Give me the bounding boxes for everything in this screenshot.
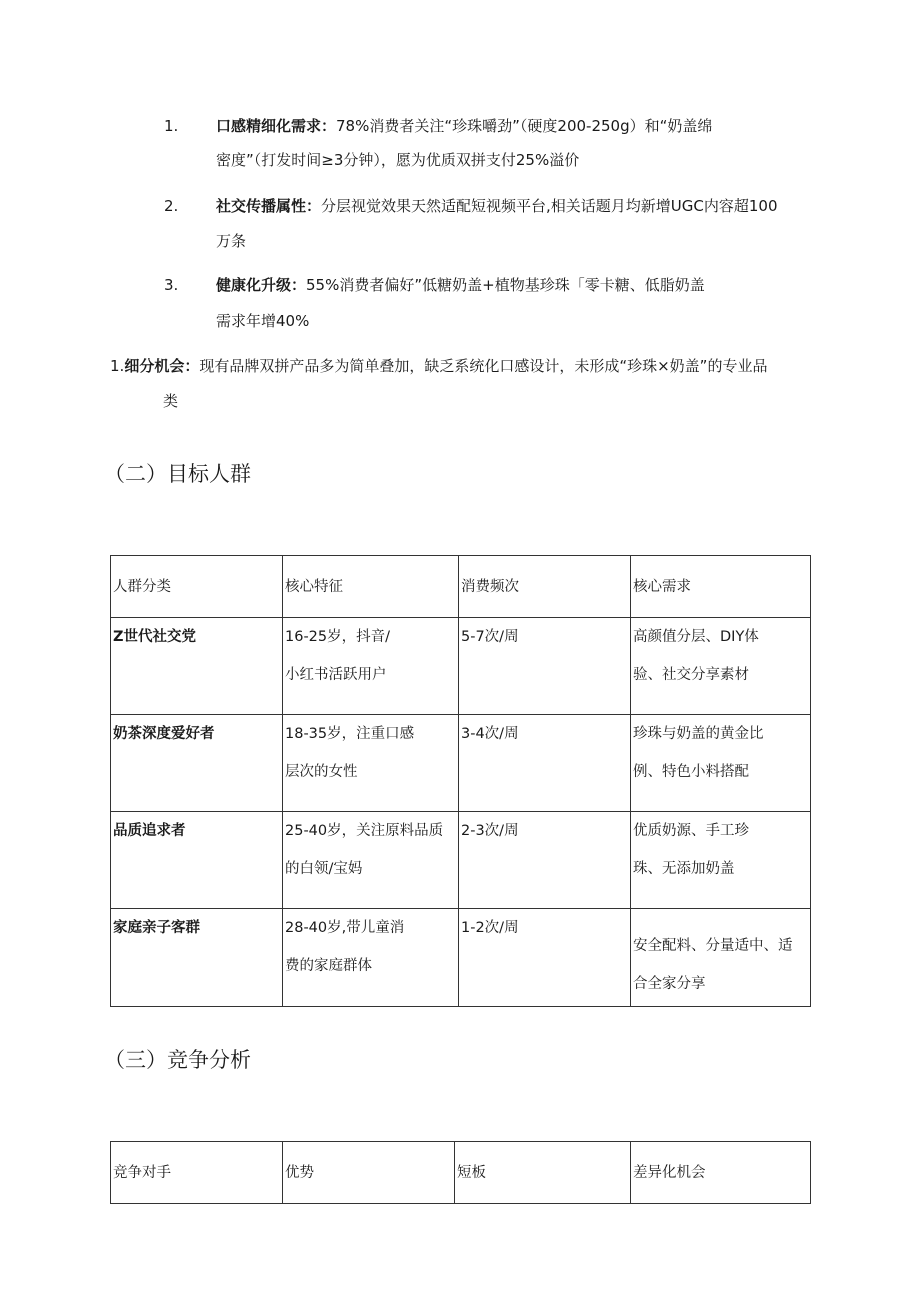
table-row: [111, 909, 811, 1007]
frequency-cell: 5-7次/周: [459, 618, 631, 715]
competition-table: [110, 1141, 811, 1204]
list-item-continuation: 密度”（打发时间≥3分钟），愿为优质双拼支付25%溢价: [216, 151, 580, 169]
group-cell: 家庭亲子客群: [111, 909, 283, 1007]
opportunity-label: 细分机会：: [124, 357, 200, 375]
target-audience-table: [110, 555, 811, 1007]
group-cell: Z世代社交党: [111, 618, 283, 715]
need-cell: 安全配料、分量适中、适 合全家分享: [631, 909, 811, 1007]
frequency-cell: 3-4次/周: [459, 715, 631, 812]
column-header: 短板: [455, 1142, 631, 1204]
column-header: 竞争对手: [111, 1142, 283, 1204]
list-item-label: 社交传播属性：: [216, 197, 322, 215]
list-item-label: 健康化升级：: [216, 276, 307, 294]
group-cell: 奶茶深度爱好者: [111, 715, 283, 812]
column-header: 人群分类: [111, 556, 283, 618]
opportunity-text: 现有品牌双拼产品多为简单叠加，缺乏系统化口感设计，未形成“珍珠×奶盖”的专业品: [199, 357, 768, 375]
need-cell: 高颜值分层、DIY体 验、社交分享素材: [631, 618, 811, 715]
table-row: [111, 715, 811, 812]
column-header: 消费频次: [459, 556, 631, 618]
section-title-competition: （三）竞争分析: [104, 1048, 251, 1072]
frequency-cell: 1-2次/周: [459, 909, 631, 1007]
list-number: 2.: [164, 197, 179, 215]
list-item-text: 分层视觉效果天然适配短视频平台,相关话题月均新增UGC内容超100: [321, 197, 778, 215]
list-item: [216, 196, 778, 216]
opportunity-number: 1.: [110, 357, 125, 375]
opportunity-paragraph: [110, 356, 767, 376]
column-header: 差异化机会: [631, 1142, 811, 1204]
feature-cell: 28-40岁,带儿童消 费的家庭群体: [283, 909, 459, 1007]
column-header: 核心特征: [283, 556, 459, 618]
list-item: [216, 116, 712, 136]
feature-cell: 18-35岁，注重口感 层次的女性: [283, 715, 459, 812]
need-cell: 珍珠与奶盖的黄金比 例、特色小料搭配: [631, 715, 811, 812]
section-title-target-audience: （二）目标人群: [104, 462, 251, 486]
need-cell: 优质奶源、手工珍 珠、无添加奶盖: [631, 812, 811, 909]
column-header: 核心需求: [631, 556, 811, 618]
feature-cell: 25-40岁，关注原料品质 的白领/宝妈: [283, 812, 459, 909]
frequency-cell: 2-3次/周: [459, 812, 631, 909]
list-number: 3.: [164, 276, 179, 294]
table-header-row: [111, 1142, 811, 1204]
list-item-label: 口感精细化需求：: [216, 117, 337, 135]
list-item-continuation: 万条: [216, 232, 247, 250]
column-header: 优势: [283, 1142, 455, 1204]
list-item-continuation: 需求年增40%: [216, 312, 310, 330]
table-row: [111, 618, 811, 715]
list-item-text: 78%消费者关注“珍珠嚼劲”（硬度200-250g）和“奶盖绵: [336, 117, 713, 135]
group-cell: 品质追求者: [111, 812, 283, 909]
feature-cell: 16-25岁，抖音/ 小红书活跃用户: [283, 618, 459, 715]
list-number: 1.: [164, 117, 179, 135]
table-header-row: [111, 556, 811, 618]
list-item: [216, 275, 705, 295]
table-row: [111, 812, 811, 909]
opportunity-continuation: 类: [163, 392, 179, 410]
list-item-text: 55%消费者偏好”低糖奶盖+植物基珍珠「零卡糖、低脂奶盖: [306, 276, 705, 294]
